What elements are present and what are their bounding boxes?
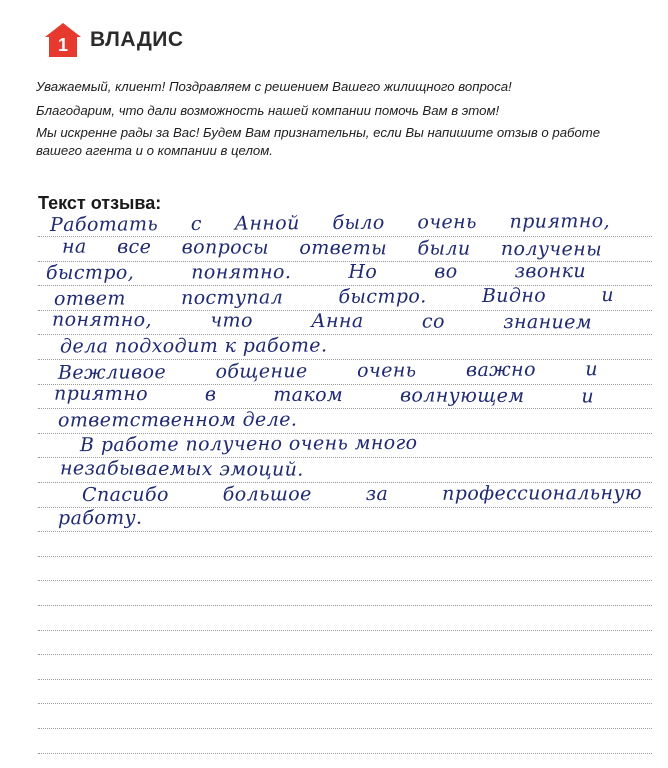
intro-text bbox=[36, 78, 636, 164]
thanks-line-2: Мы искренне рады за Вас! Будем Вам признательны, если Вы напишите отзыв о работе bbox=[36, 125, 601, 140]
ruled-line bbox=[38, 556, 652, 557]
review-line: Работать с Анной было очень приятно, bbox=[49, 210, 611, 236]
brand-name: ВЛАДИС bbox=[90, 28, 184, 51]
review-label: Текст отзыва: bbox=[38, 193, 162, 213]
ruled-line bbox=[38, 580, 652, 581]
house-logo-icon bbox=[44, 22, 82, 58]
ruled-line bbox=[38, 630, 652, 631]
review-line: незабываемых эмоций. bbox=[59, 457, 304, 481]
review-line: приятно в таком волнующем и bbox=[53, 382, 595, 408]
review-line: дела подходит к работе. bbox=[59, 334, 328, 358]
ruled-line bbox=[38, 654, 652, 655]
thanks-line-1: Благодарим, что дали возможность нашей компании помочь Вам в этом! bbox=[36, 103, 500, 118]
ruled-line bbox=[38, 605, 652, 606]
review-line: Вежливое общение очень важно и bbox=[57, 357, 599, 384]
logo-badge: 1 bbox=[57, 35, 69, 55]
review-line: ответственном деле. bbox=[57, 408, 298, 432]
review-line: работу. bbox=[57, 506, 143, 530]
review-line: В работе получено очень много bbox=[79, 432, 418, 457]
ruled-line bbox=[38, 531, 652, 532]
ruled-line bbox=[38, 728, 652, 729]
greeting-text: Уважаемый, клиент! Поздравляем с решением Вашего жилищного вопроса! bbox=[36, 79, 512, 94]
review-line: быстро, понятно. Но во звонки bbox=[45, 260, 587, 285]
review-line: на все вопросы ответы были получены bbox=[61, 235, 603, 261]
review-line: понятно, что Анна со знанием bbox=[51, 308, 593, 334]
review-line: ответ поступал быстро. Видно и bbox=[53, 283, 615, 310]
ruled-line bbox=[38, 679, 652, 680]
ruled-line bbox=[38, 753, 652, 754]
ruled-line bbox=[38, 703, 652, 704]
review-line: Спасибо большое за профессиональную bbox=[81, 481, 643, 506]
thanks-line-3: вашего агента и о компании в целом. bbox=[36, 143, 273, 158]
brand-logo bbox=[44, 22, 184, 58]
